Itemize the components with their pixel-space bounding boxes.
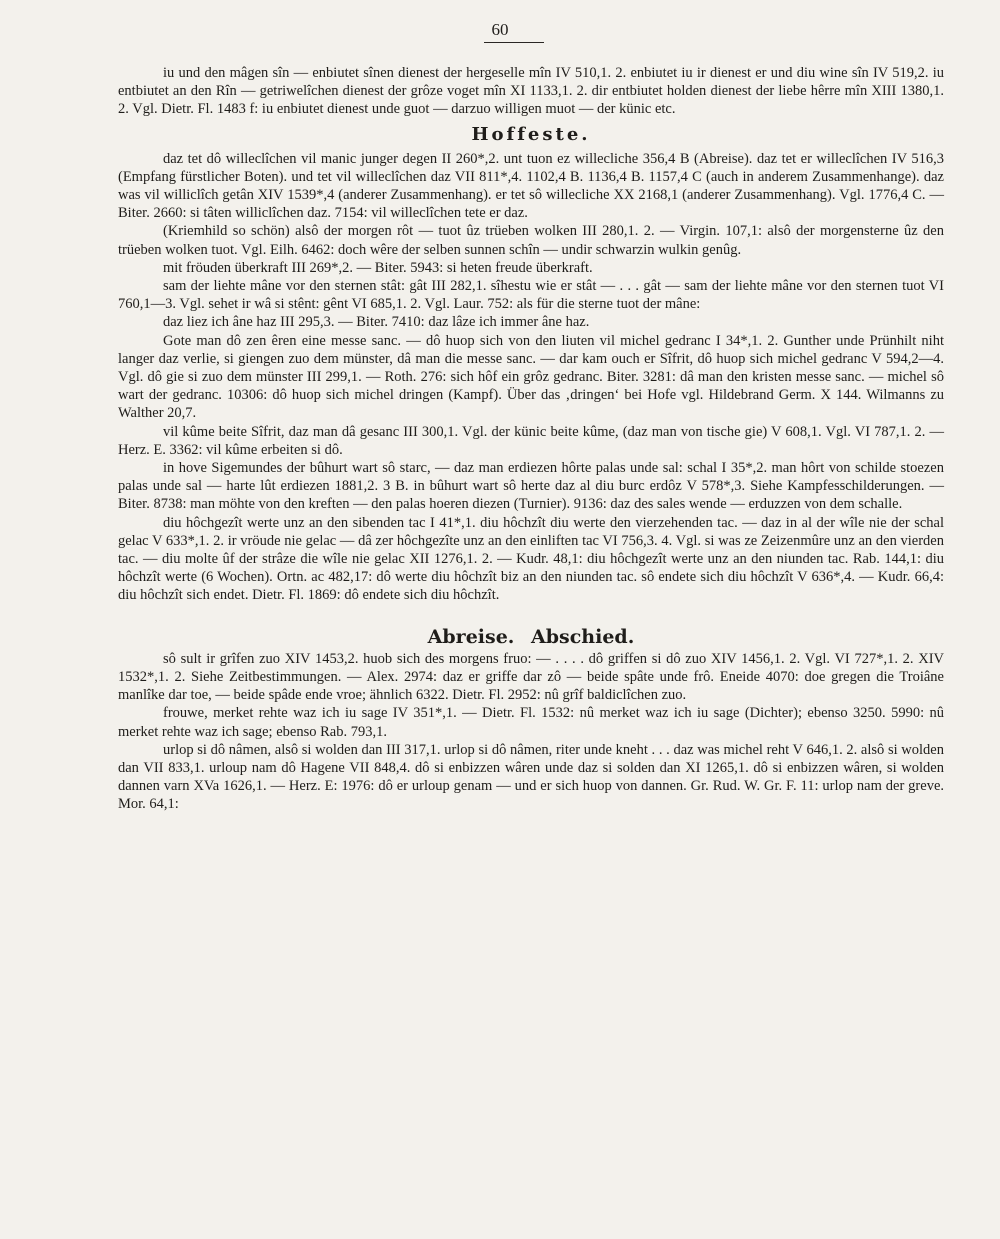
section-heading-abreise: Abreise. Abschied.: [427, 625, 635, 648]
abreise-paragraph-3: urlop si dô nâmen, alsô si wolden dan III 317,1. urlop si dô nâmen, riter unde kneht . . . daz was michel reht V 646,1. 2. alsô si wolden dan VII 833,1. urloup nam dô Hagene VII 848,4. dô si enbizzen wâren unde daz si solden dan XI 1265,1. dô si enbizzen wâren, si wolden dannen varn XVa 1626,1. — Herz. E: 1976: dô er urloup genam — und er sich huop von dannen. Gr. Rud. W. Gr. F. 11: urlop nam der greve. Mor. 64,1:: [118, 741, 944, 813]
intro-paragraph: iu und den mâgen sîn — enbiutet sînen dienest der hergeselle mîn IV 510,1. 2. enbiutet iu ir dienest er und diu wine sîn IV 519,2. iu entbiutet an den Rîn — getriwelîchen dienest der grôze voget mîn XI 1133,1. 2. dir entbiutet holden dienest der liebe hêrre mîn XIII 1380,1. 2. Vgl. Dietr. Fl. 1483 f: iu enbiutet dienest unde guot — darzuo willigen muot — der künic etc.: [118, 65, 944, 118]
hoffeste-paragraph-5: daz liez ich âne haz III 295,3. — Biter. 7410: daz lâze ich immer âne haz.: [163, 314, 590, 331]
hoffeste-paragraph-8: in hove Sigemundes der bûhurt wart sô starc, — daz man erdiezen hôrte palas unde sal: schal I 35*,2. man hôrt von schilde stoezen palas unde sal — harte lût erdiezen 1881,2. 3 B. in bûhurt wart sô herte daz al diu burc erdôz V 578*,3. Siehe Kampfesschilderungen. — Biter. 8738: man möhte von den kreften — den palas hoeren diezen (Turnier). 9136: daz des sales wende — erduzzen von dem schalle.: [118, 460, 944, 513]
page-number-rule: [484, 42, 544, 43]
hoffeste-paragraph-2: (Kriemhild so schön) alsô der morgen rôt — tuot ûz trüeben wolken III 280,1. 2. — Virgin. 107,1: alsô der morgensterne ûz den trüeben wolken tuot. Vgl. Eilh. 6462: doch wêre der selben sunnen schîn — undir schwarzin wulkin genûg.: [118, 223, 944, 258]
abreise-paragraph-2: frouwe, merket rehte waz ich iu sage IV 351*,1. — Dietr. Fl. 1532: nû merket waz ich iu sage (Dichter); ebenso 3250. 5990: nû merket rehte waz ich sage; ebenso Rab. 793,1.: [118, 705, 944, 740]
hoffeste-paragraph-9: diu hôchgezît werte unz an den sibenden tac I 41*,1. diu hôchzît diu werte den vierzehenden tac. — daz in al der wîle nie der schal gelac V 633*,1. 2. ir vröude nie gelac — dâ zer hôchgezîte unz an den einliften tac VI 756,3. 4. Vgl. si was ze Zeizenmûre unz an den vierden tac. — diu molte ûf der strâze die wîle nie gelac XII 1276,1. 2. — Kudr. 48,1: diu hôchgezît werte unz an den niunden tac. Rab. 144,1: diu hôchzît werte (6 Wochen). Ortn. ac 482,17: dô werte diu hôchzît biz an den niunden tac. sô endete sich diu hôchzît V 636*,4. — Kudr. 66,4: diu hôchzît sich endet. Dietr. Fl. 1869: dô endete sich diu hôchzît.: [118, 514, 944, 604]
page-number: 60: [491, 20, 509, 39]
hoffeste-paragraph-7: vil kûme beite Sîfrit, daz man dâ gesanc III 300,1. Vgl. der künic beite kûme, (daz man von tische gie) V 608,1. Vgl. VI 787,1. 2. — Herz. E. 3362: vil kûme erbeiten si dô.: [118, 423, 944, 458]
hoffeste-paragraph-3: mit fröuden überkraft III 269*,2. — Biter. 5943: si heten freude überkraft.: [163, 259, 593, 276]
hoffeste-paragraph-1: daz tet dô willeclîchen vil manic junger degen II 260*,2. unt tuon ez willecliche 356,4 B (Abreise). daz tet er willeclîchen IV 516,3 (Empfang fürstlicher Boten). und tet vil willeclîchen daz VII 811*,4. 1102,4 B. 1136,4 B. 1157,4 C (auch in anderem Zusammenhange). daz was vil williclîch getân XIV 1539*,4 (anderer Zusammenhang). er tet sô willecliche XX 2168,1 (anderer Zusammenhang). Vgl. 1776,4 C. — Biter. 2660: si tâten williclîchen daz. 7154: vil willeclîchen tete er daz.: [118, 150, 944, 222]
page-content: [118, 64, 944, 814]
hoffeste-paragraph-4: sam der liehte mâne vor den sternen stât: gât III 282,1. sîhestu wie er stât — . . . gât — sam der liehte mâne vor den sternen tuot VI 760,1—3. Vgl. sehet ir wâ si stênt: gênt VI 685,1. 2. Vgl. Laur. 752: als für die sterne tuot der mâne:: [118, 278, 944, 313]
abreise-paragraph-1: sô sult ir grîfen zuo XIV 1453,2. huob sich des morgens fruo: — . . . . dô griffen si dô zuo XIV 1456,1. 2. Vgl. VI 727*,1. 2. XIV 1532*,1. 2. Siehe Zeitbestimmungen. — Alex. 2974: daz er griffe dar zô — beide spâte unde frô. Eneide 4070: doe gregen die Troiâne manlîke dar toe, — beide spâde ende vroe; ähnlich 6322. Dietr. Fl. 2952: nû grîf baldiclîchen zuo.: [118, 650, 944, 704]
section-heading-hoffeste: Hoffeste.: [471, 123, 591, 145]
hoffeste-paragraph-6: Gote man dô zen êren eine messe sanc. — dô huop sich von den liuten vil michel gedranc I 34*,1. 2. Gunther unde Prünhilt niht langer daz verlie, si giengen zuo dem münster, dâ man die messe sanc. — dar kam ouch er Sîfrit, dô huop sich michel gedranc V 594,2—4. Vgl. dô gie si zuo dem münster III 299,1. — Roth. 276: sich hôf ein grôz gedranc. Biter. 3281: dâ man den kristen messe sanc. — michel sô wart der gedranc. 10306: dô huop sich michel dringen (Kampf). Über das ‚dringen‘ bei Hofe vgl. Hildebrand Germ. X 144. Wilmanns zu Walther 20,7.: [118, 332, 944, 422]
